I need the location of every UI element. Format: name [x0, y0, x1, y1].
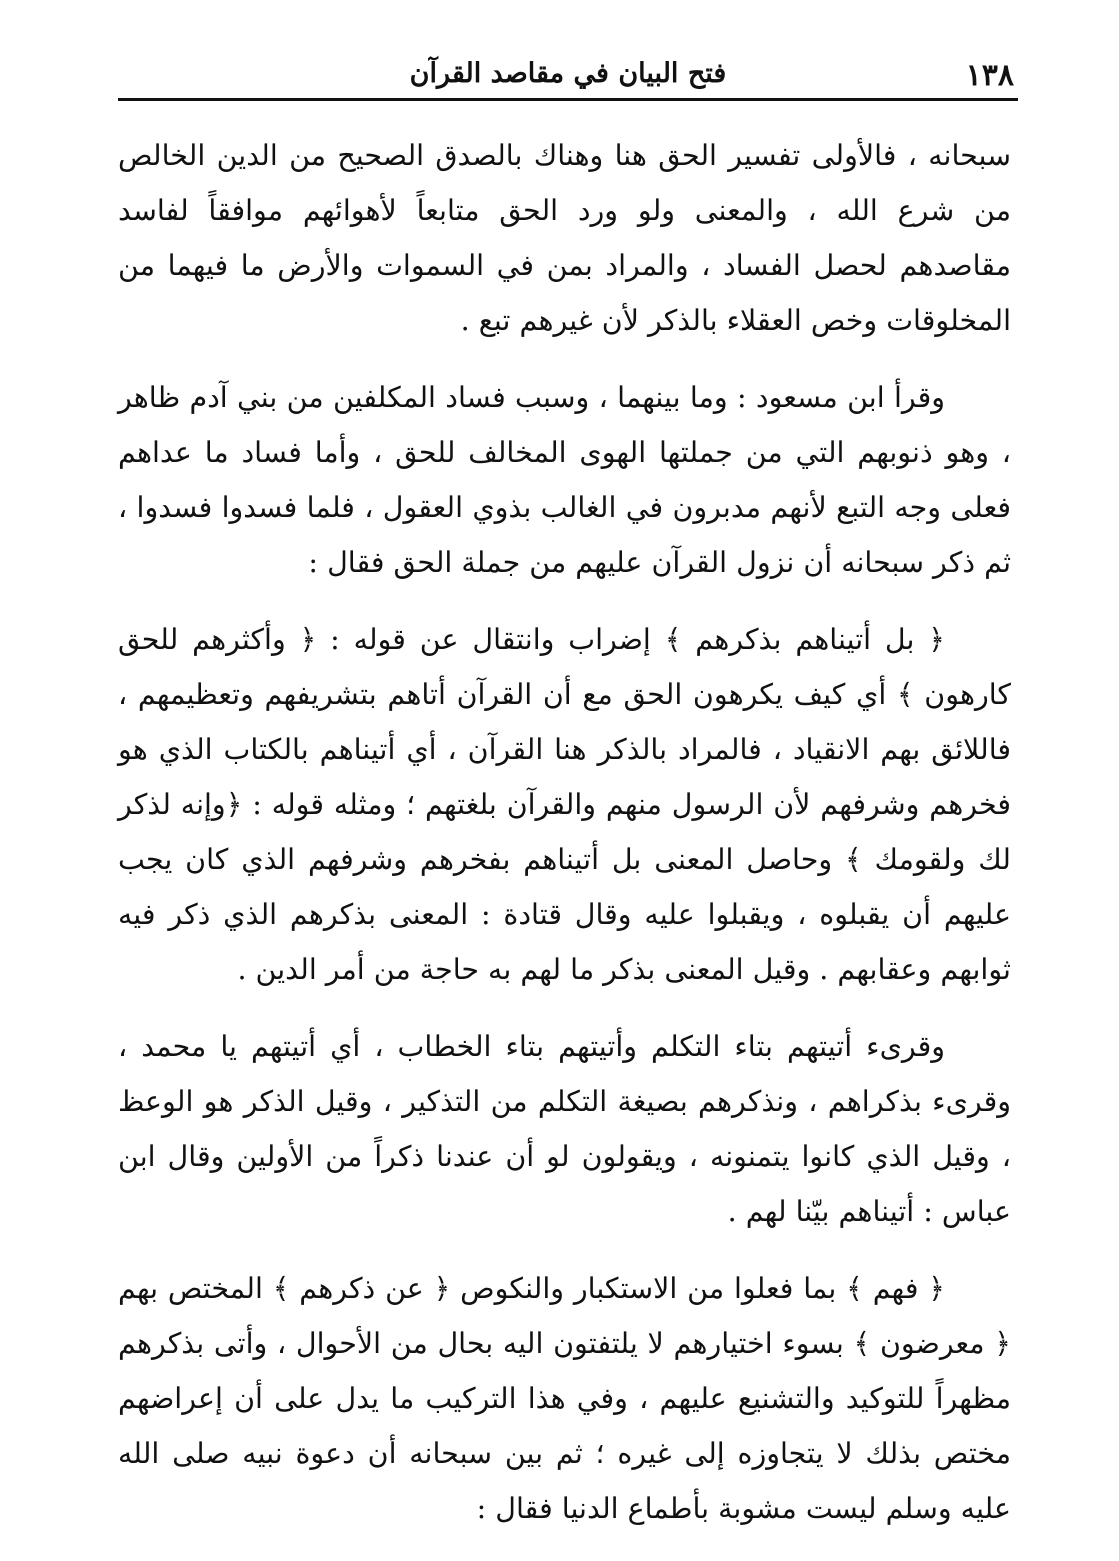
- paragraph-2: وقرأ ابن مسعود : وما بينهما ، وسبب فساد المكلفين من بني آدم ظاهر ، وهو ذنوبهم التي من جملتها الهوى المخالف للحق ، وأما فساد ما عداهم فعلى وجه التبع لأنهم مدبرون في الغالب بذوي العقول ، فلما فسدوا فسدوا ، ثم ذكر سبحانه أن نزول القرآن عليهم من جملة الحق فقال :: [118, 381, 1011, 579]
- paragraph-1: سبحانه ، فالأولى تفسير الحق هنا وهناك بالصدق الصحيح من الدين الخالص من شرع الله ، والمعنى ولو ورد الحق متابعاً لأهوائهم موافقاً لفاسد مقاصدهم لحصل الفساد ، والمراد بمن في السموات والأرض ما فيهما من المخلوقات وخص العقلاء بالذكر لأن غيرهم تبع .: [118, 139, 1011, 337]
- paragraph-4: وقرىء أتيتهم بتاء التكلم وأتيتهم بتاء الخطاب ، أي أتيتهم يا محمد ، وقرىء بذكراهم ، ونذكرهم بصيغة التكلم من التذكير ، وقيل الذكر هو الوعظ ، وقيل الذي كانوا يتمنونه ، ويقولون لو أن عندنا ذكراً من الأولين وقال ابن عباس : أتيناهم بيّنا لهم .: [118, 1030, 1011, 1228]
- header-rule: [118, 98, 1018, 101]
- body-text: [118, 128, 1011, 1536]
- page-header: [118, 52, 1018, 96]
- page-number: ١٣٨: [965, 58, 1014, 93]
- running-title: فتح البيان في مقاصد القرآن: [409, 58, 727, 89]
- paragraph-3: ﴿ بل أتيناهم بذكرهم ﴾ إضراب وانتقال عن قوله : ﴿ وأكثرهم للحق كارهون ﴾ أي كيف يكرهون الحق مع أن القرآن أتاهم بتشريفهم وتعظيمهم ، فاللائق بهم الانقياد ، فالمراد بالذكر هنا القرآن ، أي أتيناهم بالكتاب الذي هو فخرهم وشرفهم لأن الرسول منهم والقرآن بلغتهم ؛ ومثله قوله : ﴿وإنه لذكر لك ولقومك ﴾ وحاصل المعنى بل أتيناهم بفخرهم وشرفهم الذي كان يجب عليهم أن يقبلوه ، ويقبلوا عليه وقال قتادة : المعنى بذكرهم الذي ذكر فيه ثوابهم وعقابهم . وقيل المعنى بذكر ما لهم به حاجة من أمر الدين .: [118, 623, 1011, 986]
- paragraph-5: ﴿ فهم ﴾ بما فعلوا من الاستكبار والنكوص ﴿ عن ذكرهم ﴾ المختص بهم ﴿ معرضون ﴾ بسوء اختيارهم لا يلتفتون اليه بحال من الأحوال ، وأتى بذكرهم مظهراً للتوكيد والتشنيع عليهم ، وفي هذا التركيب ما يدل على أن إعراضهم مختص بذلك لا يتجاوزه إلى غيره ؛ ثم بين سبحانه أن دعوة نبيه صلى الله عليه وسلم ليست مشوبة بأطماع الدنيا فقال :: [118, 1272, 1011, 1525]
